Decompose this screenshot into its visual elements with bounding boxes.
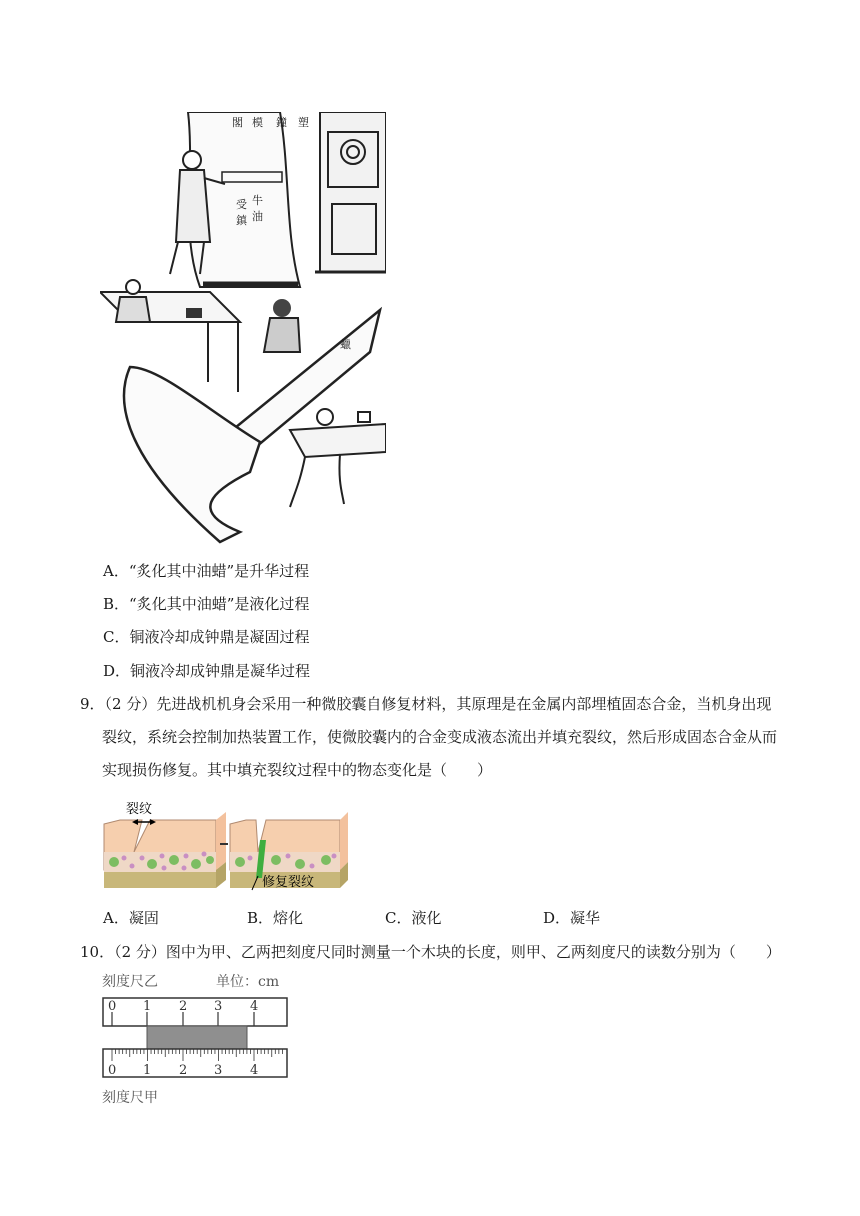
ruler-tick-label: 0 xyxy=(108,1063,117,1078)
q10-stem xyxy=(80,936,800,969)
illustration-title-char: 閣 xyxy=(232,116,243,129)
ruler-tick-label: 3 xyxy=(214,1063,223,1078)
ruler-tick-label: 1 xyxy=(143,1063,152,1078)
q9-score: （2 分） xyxy=(104,695,157,713)
repair-crack-label: 修复裂纹 xyxy=(262,875,315,890)
q9-option-b[interactable]: B．熔化 xyxy=(247,909,304,927)
illustration-scroll-char: 鎮 xyxy=(236,214,247,227)
illustration-title-char: 塑 xyxy=(298,116,309,129)
illustration-scroll-char: 受 xyxy=(236,198,247,211)
q9-text-line3: 实现损伤修复。其中填充裂纹过程中的物态变化是（ ） xyxy=(102,761,493,779)
ruler-bottom-label: 刻度尺甲 xyxy=(102,1090,158,1106)
illustration-scroll-char: 牛 xyxy=(252,194,263,207)
ruler-tick-label: 3 xyxy=(214,999,223,1014)
ruler-tick-label: 1 xyxy=(143,999,152,1014)
ruler-tick-label: 2 xyxy=(179,1063,188,1078)
q10-text: 图中为甲、乙两把刻度尺同时测量一个木块的长度，则甲、乙两刻度尺的读数分别为（ ） xyxy=(165,943,781,961)
ruler-tick-label: 2 xyxy=(179,999,188,1014)
bell-casting-illustration xyxy=(100,112,386,544)
q8-option-c[interactable]: C．铜液冷却成钟鼎是凝固过程 xyxy=(103,628,310,646)
ruler-tick-label: 4 xyxy=(250,999,259,1014)
crack-label: 裂纹 xyxy=(126,802,153,817)
q9-option-d[interactable]: D．凝华 xyxy=(543,909,601,927)
q9-stem xyxy=(80,688,780,787)
q10-number: 10． xyxy=(80,943,115,961)
q9-option-a[interactable]: A．凝固 xyxy=(103,909,159,927)
q8-option-d[interactable]: D．铜液冷却成钟鼎是凝华过程 xyxy=(103,662,311,680)
illustration-title-char: 鐘 xyxy=(276,116,287,129)
illustration-blade-char: 蠟 xyxy=(340,338,351,351)
q8-option-b[interactable]: B．“炙化其中油蜡”是液化过程 xyxy=(103,595,310,613)
q10-score: （2 分） xyxy=(114,943,166,961)
q9-number: 9． xyxy=(80,695,105,713)
ruler-tick-label: 0 xyxy=(108,999,117,1014)
crack-repair-figure xyxy=(100,800,350,896)
illustration-scroll-char: 油 xyxy=(252,210,263,223)
ruler-top-label: 刻度尺乙 xyxy=(102,974,158,990)
ruler-tick-label: 4 xyxy=(250,1063,259,1078)
ruler-figure xyxy=(100,972,290,1106)
q8-option-a[interactable]: A．“炙化其中油蜡”是升华过程 xyxy=(103,562,310,580)
q9-text-line2: 裂纹，系统会控制加热装置工作，使微胶囊内的合金变成液态流出并填充裂纹，然后形成固态合金从而 xyxy=(102,728,778,746)
q9-option-c[interactable]: C．液化 xyxy=(385,909,442,927)
q9-text-line1: 先进战机机身会采用一种微胶囊自修复材料，其原理是在金属内部埋植固态合金，当机身出现 xyxy=(156,695,772,713)
unit-label: 单位：cm xyxy=(216,974,280,990)
illustration-title-char: 模 xyxy=(252,116,263,129)
